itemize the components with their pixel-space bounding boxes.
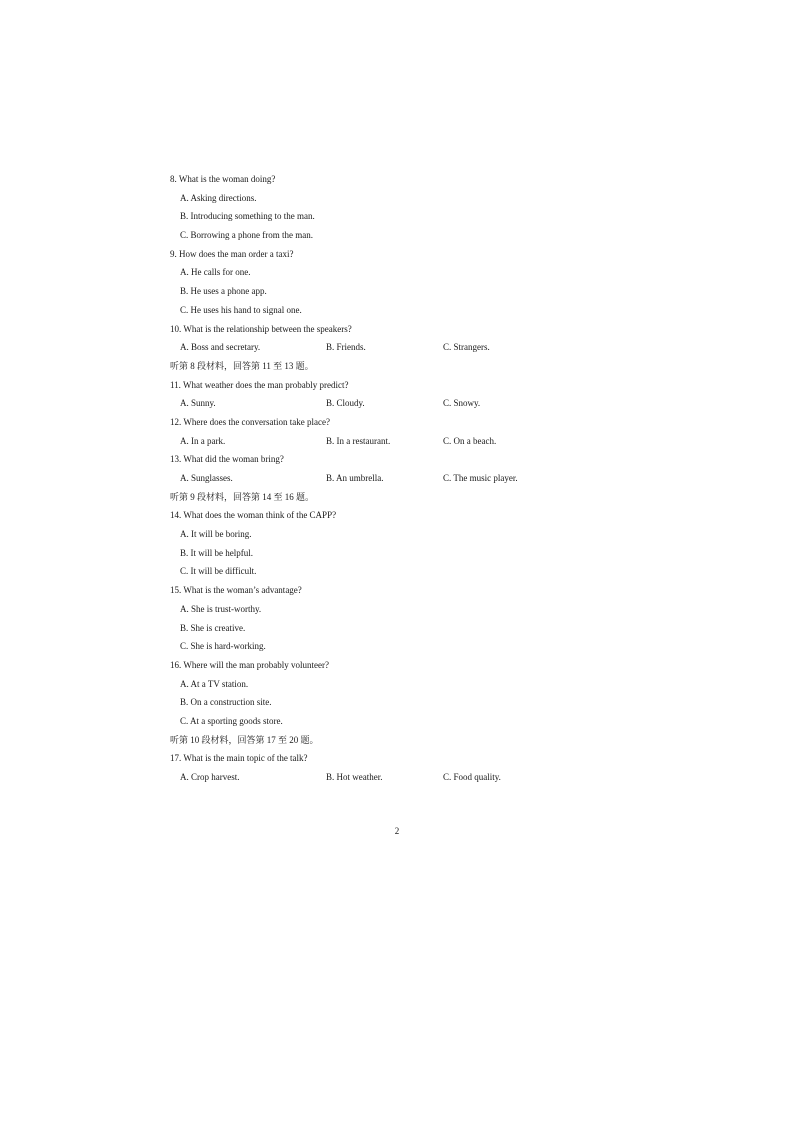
option-text: C. At a sporting goods store. [180,715,283,726]
question-text: 14. What does the woman think of the CAPP? [170,510,337,521]
option-text: B. On a construction site. [180,697,272,708]
option-text: A. He calls for one. [180,267,251,278]
option-text: A. It will be boring. [180,529,252,540]
options-row [170,394,630,413]
option-a: A. In a park. [180,435,226,446]
section-instruction: 听第 10 段材料，回答第 17 至 20 题。 [170,734,319,745]
option-b: B. Hot weather. [326,772,383,782]
option-text: A. At a TV station. [180,678,249,689]
question-text: 9. How does the man order a taxi? [170,248,294,259]
option-text: C. She is hard-working. [180,641,266,652]
option-text: B. She is creative. [180,622,246,633]
page-number: 2 [394,826,400,836]
listening-questions [170,170,630,787]
option-text: A. She is trust-worthy. [180,603,262,614]
option-text: C. Borrowing a phone from the man. [180,230,313,241]
option-c: C. Strangers. [443,342,490,353]
option-c: C. Food quality. [443,772,501,782]
option-b: B. Friends. [326,342,366,353]
option-a: A. Sunny. [180,398,216,409]
question-text: 16. Where will the man probably volunteer? [170,659,330,670]
option-a: A. Crop harvest. [180,772,240,782]
option-text: B. Introducing something to the man. [180,211,315,222]
question-text: 11. What weather does the man probably predict? [170,379,349,390]
option-b: B. In a restaurant. [326,435,391,446]
question-text: 12. Where does the conversation take place? [170,416,331,427]
question-text: 8. What is the woman doing? [170,174,276,184]
options-row [170,469,630,488]
option-text: B. It will be helpful. [180,547,253,558]
options-row [170,338,630,357]
option-c: C. The music player. [443,473,518,483]
option-b: B. An umbrella. [326,473,384,483]
options-row [170,432,630,451]
option-a: A. Boss and secretary. [180,342,261,353]
options-row [170,768,630,787]
option-text: A. Asking directions. [180,192,257,203]
question-text: 13. What did the woman bring? [170,454,284,465]
option-a: A. Sunglasses. [180,473,233,483]
option-c: C. Snowy. [443,398,481,409]
option-text: C. It will be difficult. [180,566,257,577]
option-b: B. Cloudy. [326,398,365,409]
section-instruction: 听第 8 段材料，回答第 11 至 13 题。 [170,360,314,371]
option-c: C. On a beach. [443,435,497,446]
section-instruction: 听第 9 段材料，回答第 14 至 16 题。 [170,491,315,502]
option-text: C. He uses his hand to signal one. [180,304,302,315]
question-text: 10. What is the relationship between the speakers? [170,323,352,334]
question-text: 17. What is the main topic of the talk? [170,753,308,764]
option-text: B. He uses a phone app. [180,286,267,297]
question-text: 15. What is the woman’s advantage? [170,585,302,596]
